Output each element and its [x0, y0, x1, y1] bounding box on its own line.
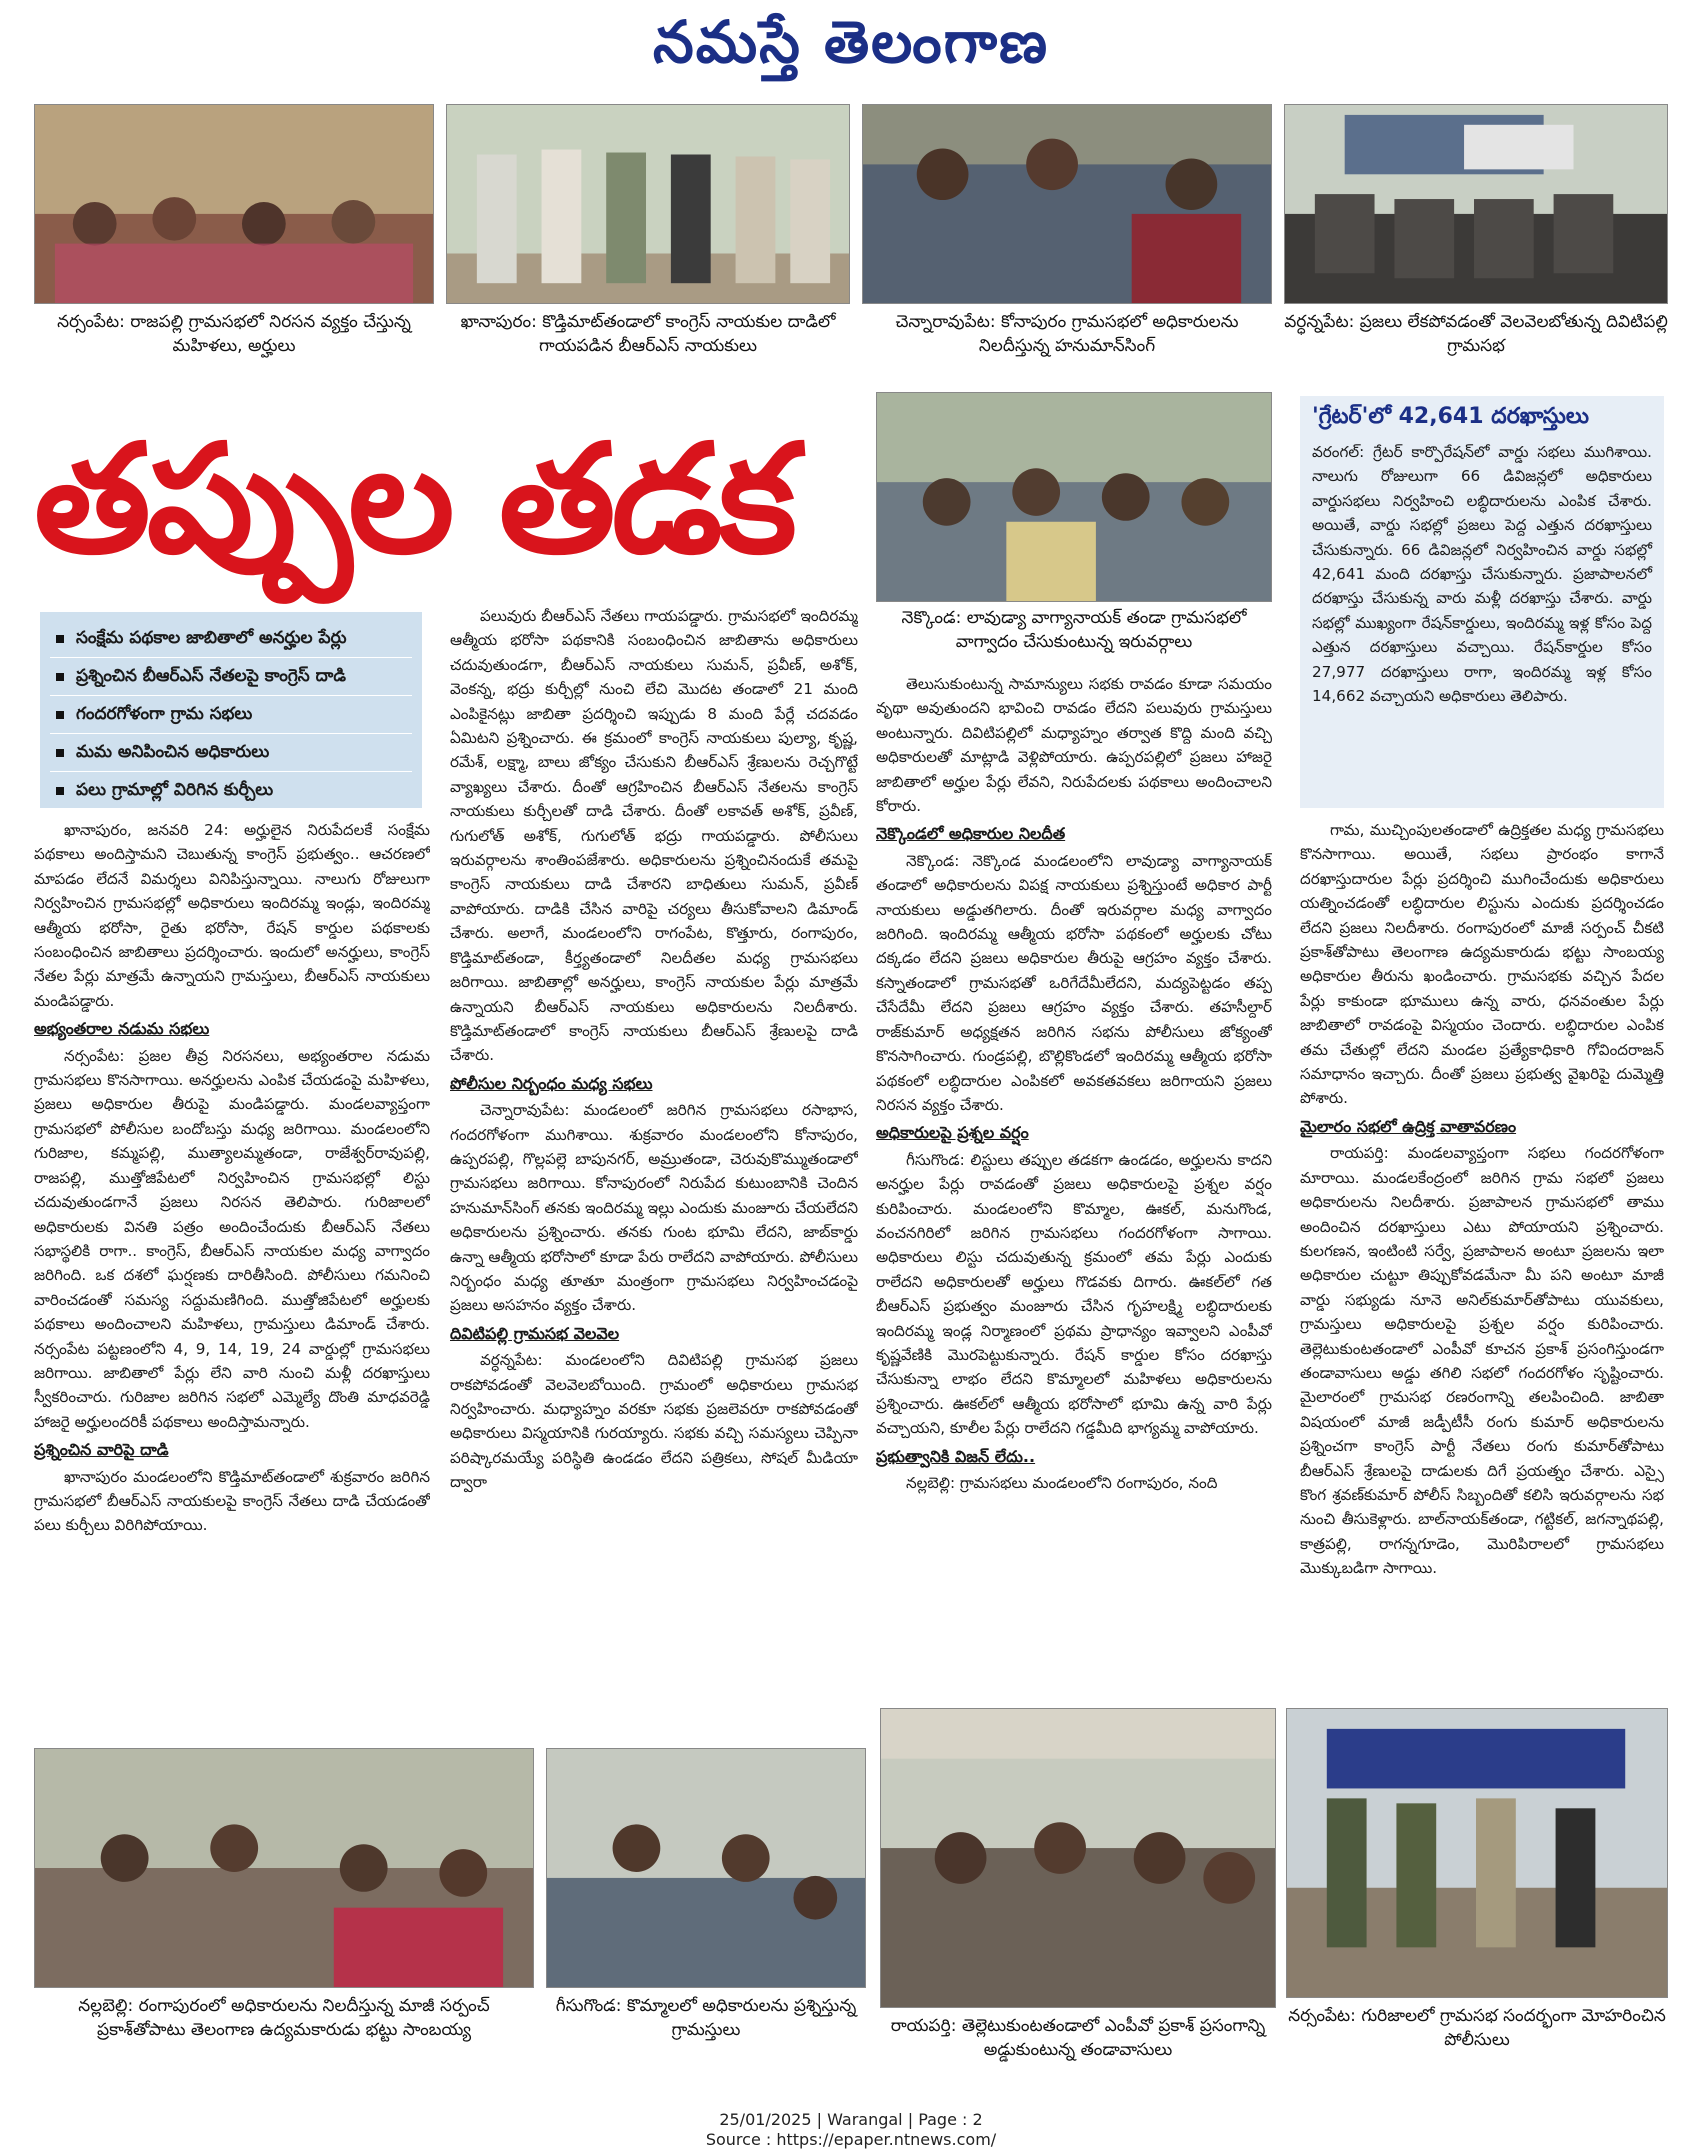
caption-bottom-4: నర్సంపేట: గురిజాలలో గ్రామసభ సందర్భంగా మోహరించిన పోలీసులు — [1288, 2006, 1666, 2050]
paragraph: తెలుసుకుంటున్న సామాన్యులు సభకు రావడం కూడా సమయం వృథా అవుతుందని భావించి రావడం లేదని పలువురు గ్రామస్తులు అంటున్నారు. దివిటిపల్లిలో మధ్యాహ్నం తర్వాత కొద్ది మంది వచ్చి అధికారులతో మాట్లాడి వెళ్లిపోయారు. ఉప్పరపల్లిలో ప్రజలు హాజరై జాబితాలో అర్హుల పేర్లు లేవని, నిరుపేదలకు పథకాలు అందించాలని కోరారు. — [876, 675, 1272, 816]
article-column-1 — [34, 818, 430, 1738]
page-headline: తప్పుల తడక — [34, 413, 793, 587]
subheading: నెక్కొండలో అధికారుల నిలదీత — [876, 824, 1066, 844]
highlights-box — [40, 612, 422, 808]
highlight-item: పలు గ్రామాల్లో విరిగిన కుర్చీలు — [50, 772, 412, 810]
paragraph: పలువురు బీఆర్‌ఎస్ నేతలు గాయపడ్డారు. గ్రామసభలో ఇందిరమ్మ ఆత్మీయ భరోసా పథకానికి సంబంధించిన జాబితాను అధికారులు చదువుతుండగా, బీఆర్‌ఎస్ నాయకులు సుమన్, ప్రవీణ్, అశోక్, వెంకన్న, భద్రు కుర్చీల్లో నుంచి లేచి మొదట తండాలో 21 మంది ఎంపికైనట్లు జాబితా ప్రదర్శించి ఇప్పుడు 8 మంది పేర్లే చదవడం ఏమిటని ప్రశ్నించారు. ఈ క్రమంలో కాంగ్రెస్ నాయకులు పుల్యా, కృష్ణ, రమేశ్, లక్ష్మా, బాలు జోక్యం చేసుకుని బీఆర్‌ఎస్ శ్రేణులను రెచ్చగొట్టే వ్యాఖ్యలు చేశారు. దీంతో ఆగ్రహించిన బీఆర్‌ఎస్ నేతలను కాంగ్రెస్ నాయకులు కుర్చీలతో దాడి చేశారు. దీంతో లకావత్ అశోక్, ప్రవీణ్, గుగులోత్ అశోక్, గుగులోత్ భద్రు గాయపడ్డారు. పోలీసులు ఇరువర్గాలను శాంతింపజేశారు. అధికారులను ప్రశ్నించినందుకే తమపై కాంగ్రెస్ నాయకులు దాడి చేశారని బాధితులు సుమన్, ప్రవీణ్ వాపోయారు. దాడికి చేసిన వారిపై చర్యలు తీసుకోవాలని డిమాండ్ చేశారు. అలాగే, మండలంలోని రాగంపేట, కొత్తూరు, రంగాపురం, కొడ్తిమాట్‌తండా, కీర్త్యతండాలో నిలదీతల మధ్య గ్రామసభలు జరిగాయి. జాబితాల్లో అనర్హులు, కాంగ్రెస్ నాయకుల పేర్లు మాత్రమే ఉన్నాయని బీఆర్‌ఎస్ నాయకులు అధికారులను నిలదీశారు. కొడ్తిమాట్‌తండాలో కాంగ్రెస్ నాయకులు బీఆర్‌ఎస్ శ్రేణులపై దాడి చేశారు. — [450, 607, 858, 1065]
subheading: అభ్యంతరాల నడుమ సభలు — [34, 1019, 210, 1039]
photo-injured-brs-leaders — [446, 104, 850, 304]
caption-bottom-3: రాయపర్తి: తెల్లెటుకుంటతండాలో ఎంపీవో ప్రకాశ్ ప్రసంగాన్ని అడ్డుకుంటున్న తండావాసులు — [890, 2016, 1266, 2060]
caption-top-1: నర్సంపేట: రాజపల్లి గ్రామసభలో నిరసన వ్యక్తం చేస్తున్న మహిళలు, అర్హులు — [57, 312, 411, 356]
photo-nekkonda-argument — [876, 392, 1272, 602]
subheading: అధికారులపై ప్రశ్నల వర్షం — [876, 1123, 1029, 1143]
subheading: పోలీసుల నిర్బంధం మధ్య సభలు — [450, 1073, 653, 1093]
article-column-4 — [1300, 818, 1664, 1738]
paragraph: ఖానాపురం, జనవరి 24: అర్హులైన నిరుపేదలకే సంక్షేమ పథకాలు అందిస్తామని చెబుతున్న కాంగ్రెస్ ప్రభుత్వం.. ఆచరణలో మాపడం లేదనే విమర్శలు వినిపిస్తున్నాయి. నాలుగు రోజులుగా నిర్వహించిన గ్రామసభల్లో అధికారులు ఇందిరమ్మ ఇండ్లు, ఇందిరమ్మ ఆత్మీయ భరోసా, రైతు భరోసా, రేషన్ కార్డుల పథకాలకు సంబంధించిన జాబితాలు ప్రదర్శించారు. ఇందులో అనర్హులు, కాంగ్రెస్ నేతల పేర్లు మాత్రమే ఉన్నాయని గ్రామస్తులు, బీఆర్‌ఎస్ నాయకులు మండిపడ్డారు. — [34, 821, 430, 1010]
caption-bottom-1: నల్లబెల్లి: రంగాపురంలో అధికారులను నిలదీస్తున్న మాజీ సర్పంచ్ ప్రకాశ్‌తోపాటు తెలంగాణ ఉద్యమకారుడు భట్టు సాంబయ్య — [78, 1996, 490, 2040]
photo-telletukunta-thanda — [880, 1708, 1276, 2008]
caption-mid: నెక్కొండ: లావుడ్యా వాగ్యానాయక్ తండా గ్రామసభలో వాగ్వాదం చేసుకుంటున్న ఇరువర్గాలు — [901, 608, 1247, 652]
highlight-item: సంక్షేమ పథకాల జాబితాలో అనర్హుల పేర్లు — [50, 620, 412, 658]
paragraph: గామ, ముచ్చింపులతండాలో ఉద్రిక్తతల మధ్య గ్రామసభలు కొనసాగాయి. అయితే, సభలు ప్రారంభం కాగానే దరఖాస్తుదారుల పేర్లు ప్రదర్శించి ముగించేందుకు అధికారులు యత్నించడంతో లబ్ధిదారుల లిస్టును ఎందుకు ప్రదర్శించడం లేదని ప్రజలు నిలదీశారు. రంగాపురంలో మాజీ సర్పంచ్ చీకటి ప్రకాశ్‌తోపాటు తెలంగాణ ఉద్యమకారుడు భట్టు సాంబయ్య అధికారుల తీరును ఖండించారు. గ్రామసభకు వచ్చిన పేదల పేర్లు కాకుండా భూములు ఉన్న వారు, ధనవంతుల పేర్లు జాబితాలో రావడంపై విస్మయం చెందారు. లబ్ధిదారుల ఎంపిక తమ చేతుల్లో లేదని మండల ప్రత్యేకాధికారి గోవిందరాజన్ సమాధానం ఇచ్చారు. దీంతో ప్రజలు ప్రభుత్వ వైఖరిపై దుమ్మెత్తి పోశారు. — [1300, 821, 1664, 1108]
footer-source-link[interactable]: Source : https://epaper.ntnews.com/ — [705, 2130, 997, 2149]
photo-kommala-villagers — [546, 1748, 866, 1988]
photo-gurijala-police — [1286, 1708, 1668, 1998]
photo-divitipalli-empty-chairs — [1284, 104, 1668, 304]
subheading: ప్రశ్నించిన వారిపై దాడి — [34, 1440, 169, 1460]
highlight-item: గందరగోళంగా గ్రామ సభలు — [50, 696, 412, 734]
paragraph: వర్ధన్నపేట: మండలంలోని దివిటిపల్లి గ్రామసభ ప్రజలు రాకపోవడంతో వెలవెలబోయింది. గ్రామంలో అధికారులు గ్రామసభ నిర్వహించారు. మధ్యాహ్నం వరకూ సభకు ప్రజలెవరూ రాకపోవడంతో అధికారులు విస్మయానికి గురయ్యారు. సభకు వచ్చి సమస్యలు చెప్పినా పరిష్కారమయ్యే పరిస్థితి ఉండడం లేదని పత్రికలు, సోషల్ మీడియా ద్వారా — [450, 1351, 858, 1492]
paragraph: ఖానాపురం మండలంలోని కొడ్తిమాట్‌తండాలో శుక్రవారం జరిగిన గ్రామసభలో బీఆర్‌ఎస్ నాయకులపై కాంగ్రెస్ నేతలు దాడి చేయడంతో పలు కుర్చీలు విరిగిపోయాయి. — [34, 1467, 430, 1535]
paragraph: చెన్నారావుపేట: మండలంలో జరిగిన గ్రామసభలు రసాభాస, గందరగోళంగా ముగిశాయి. శుక్రవారం మండలంలోని కోనాపురం, ఉప్పరపల్లి, గొల్లపల్లె బాపునగర్, అమ్రుతండా, చెరువుకొమ్ముతండాలో గ్రామసభలు జరిగాయి. కోనాపురంలో నిరుపేద కుటుంబానికి చెందిన హనుమాన్‌సింగ్ తనకు ఇందిరమ్మ ఇల్లు ఎందుకు మంజూరు చేయలేదని అధికారులను ప్రశ్నించారు. తనకు గుంట భూమి లేదని, జాబ్‌కార్డు ఉన్నా ఆత్మీయ భరోసాలో కూడా పేరు రాలేదని వాపోయారు. పోలీసులు నిర్బంధం మధ్య తూతూ మంత్రంగా గ్రామసభలు నిర్వహించడంపై ప్రజలు అసహనం వ్యక్తం చేశారు. — [450, 1101, 858, 1315]
masthead-logo: నమస్తే తెలంగాణ — [653, 8, 1049, 76]
subheading: దివిటిపల్లి గ్రామసభ వెలవెల — [450, 1323, 620, 1343]
paragraph: నల్లబెల్లి: గ్రామసభలు మండలంలోని రంగాపురం, నంది — [906, 1474, 1218, 1492]
paragraph: నర్సంపేట: ప్రజల తీవ్ర నిరసనలు, అభ్యంతరాల నడుమ గ్రామసభలు కొనసాగాయి. అనర్హులను ఎంపిక చేయడంపై మహిళలు, ప్రజలు అధికారుల తీరుపై మండిపడ్డారు. మండలవ్యాప్తంగా గ్రామసభలో పోలీసుల బందోబస్తు మధ్య జరిగాయి. మండలంలోని గురిజాల, కమ్మపల్లి, ముత్యాలమ్మతండా, రాజేశ్వర్‌రావుపల్లి, రాజపల్లి, ముత్తోజిపేటలో నిర్వహించిన గ్రామసభల్లో లిస్టు చదువుతుండగానే ప్రజలు నిరసన తెలిపారు. గురిజాలలో అధికారులకు వినతి పత్రం అందించేందుకు బీఆర్‌ఎస్ నేతలు సభాస్థలికి రాగా.. కాంగ్రెస్, బీఆర్‌ఎస్ నాయకుల మధ్య వాగ్వాదం జరిగింది. ఒక దశలో ఘర్షణకు దారితీసింది. పోలీసులు గమనించి వారించడంతో సమస్య సద్దుమణిగింది. ముత్తోజిపేటలో అర్హులకు పథకాలు అందించాలని మహిళలు, గ్రామస్తులు డిమాండ్ చేశారు. నర్సంపేట పట్టణంలోని 4, 9, 14, 19, 24 వార్డుల్లో గ్రామసభలు జరిగాయి. జాబితాలో పేర్లు లేని వారి నుంచి మళ్లీ దరఖాస్తులు స్వీకరించారు. గురిజాల జరిగిన సభలో ఎమ్మెల్యే దొంతి మాధవరెడ్డి హాజరై అర్హులందరికీ పథకాలు అందిస్తామన్నారు. — [34, 1046, 430, 1431]
article-column-2 — [450, 604, 858, 1738]
photo-rangapuram-former-sarpanch — [34, 1748, 534, 1988]
article-column-3 — [876, 672, 1272, 1738]
footer-edition-info: 25/01/2025 | Warangal | Page : 2 — [719, 2110, 983, 2129]
caption-top-4: వర్ధన్నపేట: ప్రజలు లేకపోవడంతో వెలవెలబోతున్న దివిటిపల్లి గ్రామసభ — [1284, 312, 1668, 356]
footer — [0, 2110, 1702, 2150]
highlight-item: మమ అనిపించిన అధికారులు — [50, 734, 412, 772]
photo-konapuram-gram-sabha — [862, 104, 1272, 304]
paragraph: నెక్కొండ: నెక్కొండ మండలంలోని లావుడ్యా వాగ్యానాయక్ తండాలో అధికారులను విపక్ష నాయకులు ప్రశ్నిస్తుంటే అధికార పార్టీ నాయకులు అడ్డుతగిలారు. దీంతో ఇరువర్గాల మధ్య వాగ్వాదం జరిగింది. ఇందిరమ్మ ఆత్మీయ భరోసా పథకంలో అర్హులకు చోటు దక్కడం లేదని ప్రజలు అధికారుల తీరుపై ఆగ్రహం వ్యక్తం చేశారు. కస్నాతండాలో గ్రామసభతో ఒరిగేదేమీలేదని, మద్యపెట్టడం తప్ప చేసేదేమీ లేదని ప్రజలు ఆగ్రహం వ్యక్తం చేశారు. తహసీల్దార్ రాజ్‌కుమార్ అధ్యక్షతన జరిగిన సభను పోలీసులు జోక్యంతో కొనసాగించారు. గుండ్రపల్లి, బొల్లికొండలో ఇందిరమ్మ ఆత్మీయ భరోసా పథకంలో లబ్ధిదారుల ఎంపికలో అవకతవకలు జరిగాయని ప్రజలు నిరసన వ్యక్తం చేశారు. — [876, 851, 1272, 1114]
paragraph: గీసుగొండ: లిస్టులు తప్పుల తడకగా ఉండడం, అర్హులను కాదని అనర్హుల పేర్లు రావడంతో ప్రజలు అధికారులపై ప్రశ్నల వర్షం కురిపించారు. మండలంలోని కొమ్మాల, ఊకల్, మనుగొండ, వంచనగిరిలో జరిగిన గ్రామసభలు గందరగోళంగా సాగాయి. అధికారులు లిస్టు చదువుతున్న క్రమంలో తమ పేర్లు ఎందుకు రాలేదని అధికారులతో అర్హులు గొడవకు దిగారు. ఊకల్‌లో గత బీఆర్‌ఎస్ ప్రభుత్వం మంజూరు చేసిన గృహలక్ష్మి లబ్ధిదారులకు ఇందిరమ్మ ఇండ్ల నిర్మాణంలో ప్రథమ ప్రాధాన్యం ఇవ్వాలని ఎంపీవో కృష్ణవేణికి మొరపెట్టుకున్నారు. రేషన్ కార్డుల కోసం దరఖాస్తు చేసుకున్నా లాభం లేదని కొమ్మాలలో మహిళలు అధికారులను ప్రశ్నించారు. ఊకల్‌లో ఆత్మీయ భరోసాలో భూమి ఉన్న వారి పేర్లు వచ్చాయని, కూలీల పేర్లు రాలేదని గడ్డమీది భాగ్యమ్మ వాపోయారు. — [876, 1150, 1272, 1438]
subheading: ప్రభుత్వానికి విజన్ లేదు.. — [876, 1446, 1036, 1466]
caption-top-3: చెన్నారావుపేట: కోనాపురం గ్రామసభలో అధికారులను నిలదీస్తున్న హనుమాన్‌సింగ్ — [895, 312, 1239, 356]
greater-warangal-box — [1300, 396, 1664, 808]
subheading: మైలారం సభలో ఉద్రిక్త వాతావరణం — [1300, 1116, 1517, 1136]
sidebox-title: 'గ్రేటర్'లో 42,641 దరఖాస్తులు — [1312, 404, 1590, 429]
paragraph: రాయపర్తి: మండలవ్యాప్తంగా సభలు గందరగోళంగా మారాయి. మండలకేంద్రంలో జరిగిన గ్రామ సభలో ప్రజలు అధికారులను నిలదీశారు. ప్రజాపాలన గ్రామసభలో తాము అందించిన దరఖాస్తులు ఎటు పోయాయని ప్రశ్నించారు. కులగణన, ఇంటింటి సర్వే, ప్రజాపాలన అంటూ ప్రజలను ఇలా అధికారుల చుట్టూ తిప్పుకోవడమేనా మీ పని అంటూ మాజీ వార్డు సభ్యుడు నూనె అనిల్‌కుమార్‌తోపాటు యువకులు, గ్రామస్తులు అధికారులపై ప్రశ్నల వర్షం కురిపించారు. తెల్లెటుకుంటతండాలో ఎంపీవో కూచన ప్రకాశ్ ప్రసంగిస్తుండగా తండావాసులు అడ్డు తగిలి సభలో గందరగోళం సృష్టించారు. మైలారంలో గ్రామసభ రణరంగాన్ని తలపించింది. జాబితా విషయంలో మాజీ జడ్పీటీసీ రంగు కుమార్ అధికారులను ప్రశ్నించగా కాంగ్రెస్ పార్టీ నేతలు రంగు కుమార్‌తోపాటు బీఆర్‌ఎస్ శ్రేణులపై దాడులకు దిగే ప్రయత్నం చేశారు. ఎస్సై కొంగ శ్రవణ్‌కుమార్ పోలీస్ సిబ్బందితో కలిసి ఇరువర్గాలను సభ నుంచి తీసుకెళ్లారు. బాల్‌నాయక్‌తండా, గట్టికల్, జగన్నాథపల్లి, కాత్రపల్లి, రాగన్నగూడెం, మొరిపిరాలలో గ్రామసభలు మొక్కుబడిగా సాగాయి. — [1300, 1144, 1664, 1578]
caption-bottom-2: గీసుగొండ: కొమ్మాలలో అధికారులను ప్రశ్నిస్తున్న గ్రామస్తులు — [555, 1996, 857, 2040]
highlight-item: ప్రశ్నించిన బీఆర్‌ఎస్ నేతలపై కాంగ్రెస్ దాడి — [50, 658, 412, 696]
sidebox-text: వరంగల్: గ్రేటర్ కార్పొరేషన్‌లో వార్డు సభలు ముగిశాయి. నాలుగు రోజులుగా 66 డివిజన్లలో అధికారులు వార్డుసభలు నిర్వహించి లబ్ధిదారులను ఎంపిక చేశారు. అయితే, వార్డు సభల్లో ప్రజలు పెద్ద ఎత్తున దరఖాస్తులు చేసుకున్నారు. 66 డివిజన్లలో నిర్వహించిన వార్డు సభల్లో 42,641 మంది దరఖాస్తు చేసుకున్నారు. ప్రజాపాలనలో దరఖాస్తు చేసుకున్న వారు మళ్లీ దరఖాస్తు చేశారు. వార్డు సభల్లో ముఖ్యంగా రేషన్‌కార్డులు, ఇందిరమ్మ ఇళ్ల కోసం పెద్ద ఎత్తున దరఖాస్తులు వచ్చాయి. రేషన్‌కార్డుల కోసం 27,977 దరఖాస్తులు రాగా, ఇందిరమ్మ ఇళ్ల కోసం 14,662 వచ్చాయని అధికారులు తెలిపారు. — [1312, 443, 1652, 706]
photo-rajapalli-protest — [34, 104, 434, 304]
caption-top-2: ఖానాపురం: కొడ్తిమాట్‌తండాలో కాంగ్రెస్ నాయకుల దాడిలో గాయపడిన బీఆర్‌ఎస్ నాయకులు — [460, 312, 836, 356]
